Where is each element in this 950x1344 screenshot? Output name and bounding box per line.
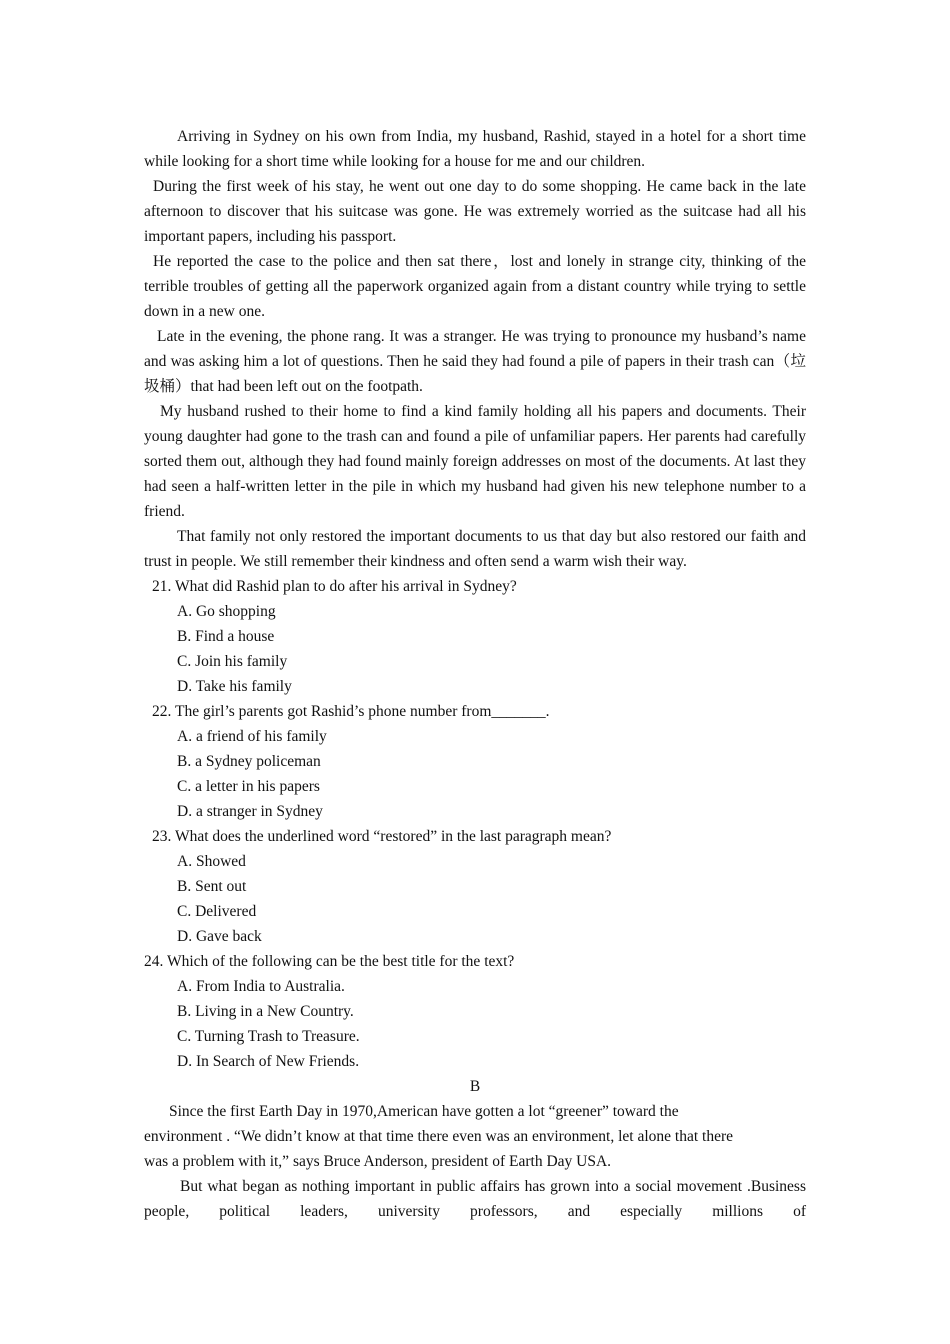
question-24 [144, 949, 806, 1074]
option-c: C. Join his family [177, 653, 288, 670]
option-d: D. Take his family [177, 678, 292, 695]
question-22 [144, 699, 806, 824]
option-c: C. Delivered [177, 903, 257, 920]
option-a: A. Showed [177, 853, 246, 870]
question-stem: 23. What does the underlined word “restored” in the last paragraph mean? [152, 828, 612, 845]
option-b: B. a Sydney policeman [177, 753, 321, 770]
question-23 [144, 824, 806, 949]
question-stem: 21. What did Rashid plan to do after his arrival in Sydney? [152, 578, 517, 595]
document-page [144, 124, 806, 1224]
passage-a-paragraph-4: Late in the evening, the phone rang. It was a stranger. He was trying to pronounce my husband’s name and was asking him a lot of questions. Then he said they had found a pile of papers in their trash can（垃圾桶）that had been left out on the footpath. [144, 328, 806, 395]
question-stem: 22. The girl’s parents got Rashid’s phone number from_______. [152, 703, 550, 720]
passage-b-line: environment . “We didn’t know at that time there even was an environment, let alone that there [144, 1128, 733, 1145]
passage-a-paragraph-5: My husband rushed to their home to find a kind family holding all his papers and documents. Their young daughter had gone to the trash can and found a pile of unfamiliar papers. Her parents had carefully sorted them out, although they had found mainly foreign addresses on most of the documents. At last they had seen a half-written letter in the pile in which my husband had given his new telephone number to a friend. [144, 403, 806, 520]
option-c: C. Turning Trash to Treasure. [177, 1028, 360, 1045]
passage-a-paragraph-6: That family not only restored the important documents to us that day but also restored our faith and trust in people. We still remember their kindness and often send a warm wish their way. [144, 528, 806, 570]
option-a: A. From India to Australia. [177, 978, 345, 995]
passage-b-paragraph-2: But what began as nothing important in public affairs has grown into a social movement .Business people, political leaders, university professors, and especially millions of [144, 1178, 806, 1220]
passage-a-paragraph-1: Arriving in Sydney on his own from India, my husband, Rashid, stayed in a hotel for a short time while looking for a short time while looking for a house for me and our children. [144, 128, 806, 170]
option-d: D. In Search of New Friends. [177, 1053, 360, 1070]
passage-b-line: was a problem with it,” says Bruce Anderson, president of Earth Day USA. [144, 1153, 612, 1170]
passage-a-paragraph-2: During the first week of his stay, he went out one day to do some shopping. He came back in the late afternoon to discover that his suitcase was gone. He was extremely worried as the suitcase had all his important papers, including his passport. [144, 178, 806, 245]
option-a: A. a friend of his family [177, 728, 327, 745]
passage-b-line: Since the first Earth Day in 1970,American have gotten a lot “greener” toward the [169, 1103, 679, 1120]
option-a: A. Go shopping [177, 603, 276, 620]
question-21 [144, 574, 806, 699]
section-b-heading: B [469, 1078, 481, 1095]
option-b: B. Find a house [177, 628, 275, 645]
option-d: D. a stranger in Sydney [177, 803, 323, 820]
option-b: B. Sent out [177, 878, 247, 895]
option-b: B. Living in a New Country. [177, 1003, 354, 1020]
option-c: C. a letter in his papers [177, 778, 320, 795]
option-d: D. Gave back [177, 928, 262, 945]
passage-b-paragraph-1 [144, 1099, 806, 1174]
passage-a-paragraph-3: He reported the case to the police and then sat there，lost and lonely in strange city, thinking of the terrible troubles of getting all the paperwork organized again from a distant country while trying to settle down in a new one. [144, 253, 806, 320]
question-stem: 24. Which of the following can be the best title for the text? [144, 953, 515, 970]
